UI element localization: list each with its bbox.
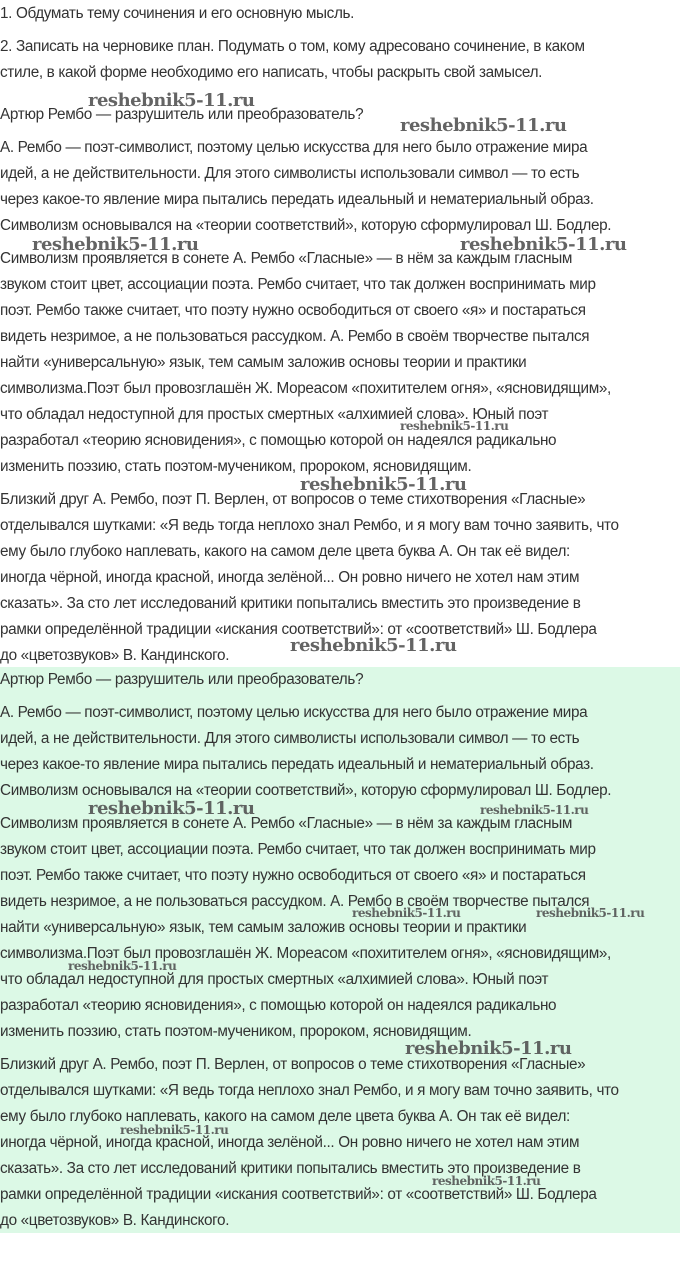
paragraph-line: А. Рембо — поэт-символист, поэтому целью искусства для него было отражение мира bbox=[0, 139, 588, 156]
paragraph-line: ему было глубоко наплевать, какого на самом деле цвета буква А. Он так её видел: bbox=[0, 543, 570, 560]
paragraph-line: что обладал недоступной для простых смертных «алхимией слова». Юный поэт bbox=[0, 406, 549, 423]
watermark: reshebnik5-11.ru bbox=[88, 798, 255, 819]
paragraph-line: символизма.Поэт был провозглашён Ж. Мореасом «похитителем огня», «ясновидящим», bbox=[0, 945, 611, 962]
paragraph-line: отделывался шутками: «Я ведь тогда неплохо знал Рембо, и я могу вам точно заявить, что bbox=[0, 1082, 619, 1099]
article-block-highlighted bbox=[0, 667, 680, 1233]
paragraph-line: разработал «теорию ясновидения», с помощью которой он надеялся радикально bbox=[0, 997, 557, 1014]
article-title: Артюр Рембо — разрушитель или преобразователь? bbox=[0, 671, 364, 688]
paragraph-line: Близкий друг А. Рембо, поэт П. Верлен, от вопросов о теме стихотворения «Гласные» bbox=[0, 491, 586, 508]
watermark: reshebnik5-11.ru bbox=[300, 474, 467, 495]
watermark: reshebnik5-11.ru bbox=[460, 234, 627, 255]
paragraph-line: разработал «теорию ясновидения», с помощью которой он надеялся радикально bbox=[0, 432, 557, 449]
paragraph-line: Символизм основывался на «теории соответствий», которую сформулировал Ш. Бодлер. bbox=[0, 217, 612, 234]
paragraph-line: отделывался шутками: «Я ведь тогда неплохо знал Рембо, и я могу вам точно заявить, что bbox=[0, 517, 619, 534]
watermark: reshebnik5-11.ru bbox=[68, 959, 177, 973]
paragraph-line: иногда чёрной, иногда красной, иногда зелёной... Он ровно ничего не хотел нам этим bbox=[0, 1134, 580, 1151]
paragraph-line: до «цветозвуков» В. Кандинского. bbox=[0, 1212, 230, 1229]
paragraph-line: Символизм проявляется в сонете А. Рембо «Гласные» — в нём за каждым гласным bbox=[0, 815, 573, 832]
paragraph-line: иногда чёрной, иногда красной, иногда зелёной... Он ровно ничего не хотел нам этим bbox=[0, 569, 580, 586]
paragraph-line: видеть незримое, а не пользоваться рассудком. А. Рембо в своём творчестве пытался bbox=[0, 328, 590, 345]
step-line: 1. Обдумать тему сочинения и его основную мысль. bbox=[0, 5, 355, 22]
paragraph-line: символизма.Поэт был провозглашён Ж. Мореасом «похитителем огня», «ясновидящим», bbox=[0, 380, 611, 397]
intro-steps bbox=[0, 1, 585, 86]
watermark: reshebnik5-11.ru bbox=[352, 906, 461, 920]
paragraph-line: изменить поэзию, стать поэтом-мучеником, пророком, ясновидящим. bbox=[0, 1023, 472, 1040]
paragraph-line: Близкий друг А. Рембо, поэт П. Верлен, от вопросов о теме стихотворения «Гласные» bbox=[0, 1056, 586, 1073]
watermark: reshebnik5-11.ru bbox=[400, 419, 509, 433]
paragraph-line: звуком стоит цвет, ассоциации поэта. Рембо считает, что так должен воспринимать мир bbox=[0, 276, 596, 293]
paragraph-line: сказать». За сто лет исследований критики попытались вместить это произведение в bbox=[0, 1160, 581, 1177]
paragraph-line: рамки определённой традиции «искания соответствий»: от «соответствий» Ш. Бодлера bbox=[0, 1186, 597, 1203]
paragraph-line: найти «универсальную» язык, тем самым заложив основы теории и практики bbox=[0, 354, 527, 371]
paragraph bbox=[0, 135, 680, 239]
paragraph-line: идей, а не действительности. Для этого символисты использовали символ — то есть bbox=[0, 730, 580, 747]
paragraph-line: звуком стоит цвет, ассоциации поэта. Рембо считает, что так должен воспринимать мир bbox=[0, 841, 596, 858]
paragraph-line: поэт. Рембо также считает, что поэту нужно освободиться от своего «я» и постараться bbox=[0, 867, 586, 884]
step-item bbox=[0, 34, 585, 86]
paragraph bbox=[0, 246, 680, 480]
paragraph-line: поэт. Рембо также считает, что поэту нужно освободиться от своего «я» и постараться bbox=[0, 302, 586, 319]
watermark: reshebnik5-11.ru bbox=[480, 803, 589, 817]
paragraph bbox=[0, 811, 680, 1045]
paragraph-line: сказать». За сто лет исследований критики попытались вместить это произведение в bbox=[0, 595, 581, 612]
paragraph-line: изменить поэзию, стать поэтом-мучеником, пророком, ясновидящим. bbox=[0, 458, 472, 475]
paragraph-line: через какое-то явление мира пытались передать идеальный и нематериальный образ. bbox=[0, 191, 594, 208]
watermark: reshebnik5-11.ru bbox=[32, 234, 199, 255]
paragraph-line: найти «универсальную» язык, тем самым заложив основы теории и практики bbox=[0, 919, 527, 936]
step-line: 2. Записать на черновике план. Подумать о том, кому адресовано сочинение, в каком bbox=[0, 38, 585, 55]
watermark: reshebnik5-11.ru bbox=[536, 906, 645, 920]
step-item bbox=[0, 1, 585, 27]
paragraph bbox=[0, 1052, 680, 1234]
paragraph-line: через какое-то явление мира пытались передать идеальный и нематериальный образ. bbox=[0, 756, 594, 773]
watermark: reshebnik5-11.ru bbox=[290, 635, 457, 656]
watermark: reshebnik5-11.ru bbox=[400, 115, 567, 136]
paragraph-line: рамки определённой традиции «искания соответствий»: от «соответствий» Ш. Бодлера bbox=[0, 621, 597, 638]
paragraph-line: что обладал недоступной для простых смертных «алхимией слова». Юный поэт bbox=[0, 971, 549, 988]
watermark: reshebnik5-11.ru bbox=[88, 90, 255, 111]
paragraph-line: до «цветозвуков» В. Кандинского. bbox=[0, 647, 230, 664]
watermark: reshebnik5-11.ru bbox=[432, 1174, 541, 1188]
article-body bbox=[0, 135, 680, 669]
paragraph-line: Символизм проявляется в сонете А. Рембо «Гласные» — в нём за каждым гласным bbox=[0, 250, 573, 267]
watermark: reshebnik5-11.ru bbox=[405, 1038, 572, 1059]
paragraph-line: Символизм основывался на «теории соответствий», которую сформулировал Ш. Бодлер. bbox=[0, 782, 612, 799]
paragraph-line: идей, а не действительности. Для этого символисты использовали символ — то есть bbox=[0, 165, 580, 182]
article-block bbox=[0, 102, 680, 669]
paragraph-line: ему было глубоко наплевать, какого на самом деле цвета буква А. Он так её видел: bbox=[0, 1108, 570, 1125]
paragraph bbox=[0, 700, 680, 804]
article-title: Артюр Рембо — разрушитель или преобразователь? bbox=[0, 106, 364, 123]
paragraph-line: А. Рембо — поэт-символист, поэтому целью искусства для него было отражение мира bbox=[0, 704, 588, 721]
step-line: стиле, в какой форме необходимо его написать, чтобы раскрыть свой замысел. bbox=[0, 64, 543, 81]
watermark: reshebnik5-11.ru bbox=[120, 1123, 229, 1137]
paragraph-line: видеть незримое, а не пользоваться рассудком. А. Рембо в своём творчестве пытался bbox=[0, 893, 590, 910]
